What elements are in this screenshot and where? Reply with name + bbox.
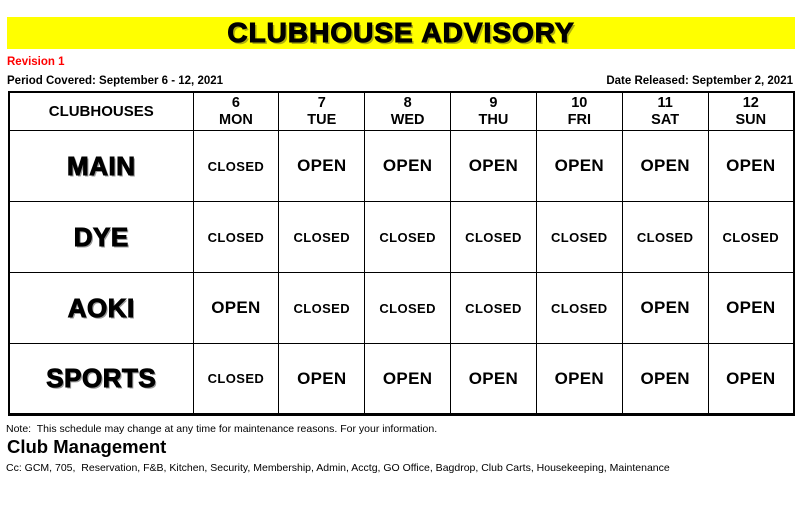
day-header-mon <box>193 92 279 131</box>
status-cell: CLOSED <box>365 273 451 344</box>
clubhouse-name: SPORTS <box>9 344 193 415</box>
status-cell: OPEN <box>708 131 794 202</box>
period-covered-label: Period Covered: September 6 - 12, 2021 <box>7 75 224 87</box>
day-name: WED <box>390 111 425 128</box>
status-cell: CLOSED <box>536 273 622 344</box>
day-name: THU <box>478 111 509 128</box>
status-cell: CLOSED <box>193 202 279 273</box>
day-header-sat <box>622 92 708 131</box>
cc-line: Cc: GCM, 705, Reservation, F&B, Kitchen, Security, Membership, Admin, Acctg, GO Office, Bagdrop, Club Carts, Housekeeping, Maintenance <box>6 462 670 474</box>
status-cell: CLOSED <box>279 202 365 273</box>
status-cell: CLOSED <box>279 273 365 344</box>
day-name: TUE <box>307 111 337 128</box>
revision-label: Revision 1 <box>7 56 65 68</box>
status-cell: OPEN <box>279 131 365 202</box>
header-row <box>9 92 794 131</box>
status-cell: CLOSED <box>536 202 622 273</box>
status-cell: OPEN <box>536 131 622 202</box>
status-cell: CLOSED <box>365 202 451 273</box>
signature-text: Club Management <box>7 436 167 457</box>
page-title: CLUBHOUSE ADVISORY <box>227 17 575 48</box>
advisory-banner <box>7 17 795 49</box>
day-header-wed <box>365 92 451 131</box>
clubhouses-header: CLUBHOUSES <box>9 92 193 131</box>
day-name: SAT <box>651 111 680 128</box>
day-date: 9 <box>489 94 498 111</box>
day-name: MON <box>219 111 253 128</box>
schedule-table <box>8 91 795 416</box>
status-cell: OPEN <box>365 131 451 202</box>
table-row-dye <box>9 202 794 273</box>
clubhouse-name: MAIN <box>9 131 193 202</box>
table-row-main <box>9 131 794 202</box>
day-date: 12 <box>742 94 759 111</box>
status-cell: OPEN <box>708 273 794 344</box>
note-text: Note: This schedule may change at any time for maintenance reasons. For your information. <box>6 423 438 435</box>
status-cell: CLOSED <box>451 202 537 273</box>
status-cell: OPEN <box>365 344 451 415</box>
status-cell: CLOSED <box>451 273 537 344</box>
day-date: 10 <box>571 94 588 111</box>
advisory-page <box>0 17 800 526</box>
table-row-aoki <box>9 273 794 344</box>
day-header-tue <box>279 92 365 131</box>
status-cell: OPEN <box>708 344 794 415</box>
day-date: 6 <box>231 94 240 111</box>
status-cell: OPEN <box>622 131 708 202</box>
status-cell: CLOSED <box>193 131 279 202</box>
date-released-label: Date Released: September 2, 2021 <box>606 75 793 87</box>
day-name: FRI <box>567 111 591 128</box>
status-cell: OPEN <box>622 344 708 415</box>
day-name: SUN <box>735 111 767 128</box>
day-date: 7 <box>317 94 326 111</box>
status-cell: OPEN <box>451 344 537 415</box>
table-row-sports <box>9 344 794 415</box>
status-cell: OPEN <box>536 344 622 415</box>
status-cell: CLOSED <box>622 202 708 273</box>
day-header-thu <box>451 92 537 131</box>
status-cell: CLOSED <box>708 202 794 273</box>
status-cell: OPEN <box>451 131 537 202</box>
day-date: 11 <box>657 94 673 111</box>
status-cell: CLOSED <box>193 344 279 415</box>
day-header-sun <box>708 92 794 131</box>
clubhouse-name: AOKI <box>9 273 193 344</box>
status-cell: OPEN <box>193 273 279 344</box>
day-date: 8 <box>403 94 412 111</box>
clubhouse-name: DYE <box>9 202 193 273</box>
day-header-fri <box>536 92 622 131</box>
status-cell: OPEN <box>622 273 708 344</box>
meta-row <box>7 75 793 87</box>
status-cell: OPEN <box>279 344 365 415</box>
